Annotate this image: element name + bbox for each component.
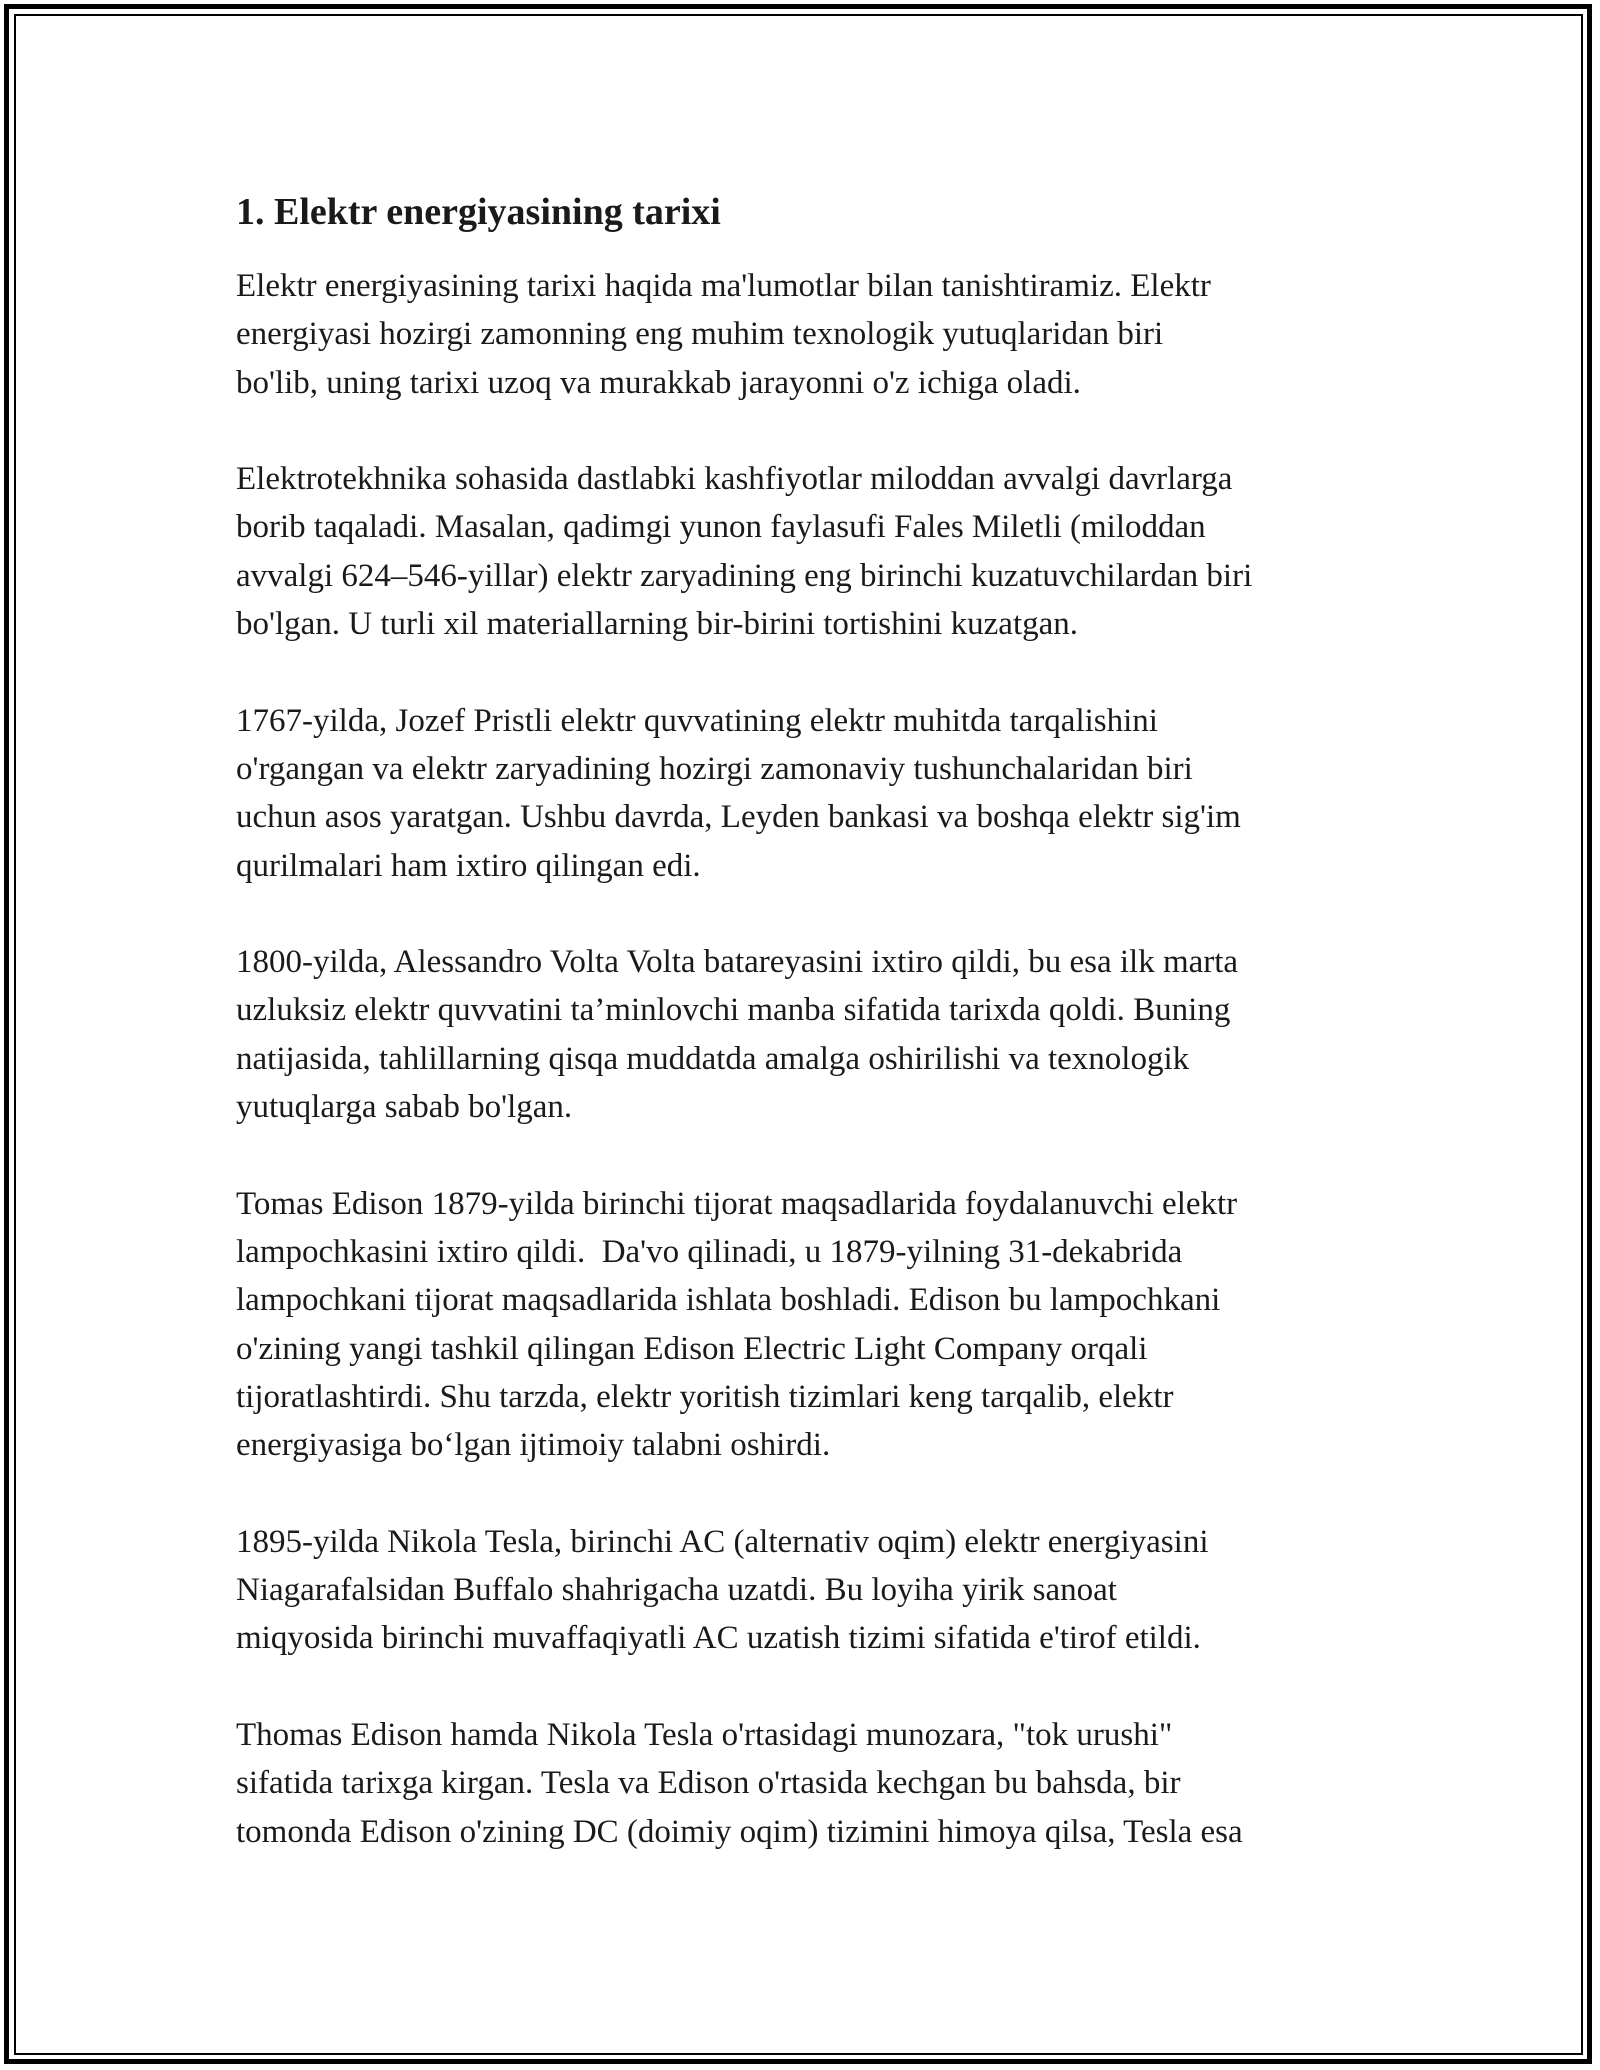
paragraph-edison [236,1180,1376,1470]
text-line: Elektrotekhnika sohasida dastlabki kashfiyotlar miloddan avvalgi davrlarga [236,461,1233,498]
paragraph-tesla [236,1518,1376,1663]
text-line: o'rgangan va elektr zaryadining hozirgi zamonaviy tushunchalaridan biri [236,750,1193,787]
document-body [236,188,1376,1904]
text-line: 1767-yilda, Jozef Pristli elektr quvvatining elektr muhitda tarqalishini [236,702,1158,739]
text-line: 1800-yilda, Alessandro Volta Volta batareyasini ixtiro qildi, bu esa ilk marta [236,944,1239,981]
text-line: lampochkani tijorat maqsadlarida ishlata boshladi. Edison bu lampochkani [236,1282,1221,1319]
paragraph-priestley [236,697,1376,890]
text-line: bo'lgan. U turli xil materiallarning bir-birini tortishini kuzatgan. [236,606,1079,643]
paragraph-intro [236,262,1376,407]
text-line: tomonda Edison o'zining DC (doimiy oqim) tizimini himoya qilsa, Tesla esa [236,1813,1243,1850]
text-line: Thomas Edison hamda Nikola Tesla o'rtasidagi munozara, "tok urushi" [236,1716,1173,1753]
text-line: uchun asos yaratgan. Ushbu davrda, Leyden bankasi va boshqa elektr sig'im [236,799,1241,836]
text-line: energiyasiga bo‘lgan ijtimoiy talabni oshirdi. [236,1427,831,1464]
text-line: natijasida, tahlillarning qisqa muddatda amalga oshirilishi va texnologik [236,1040,1190,1077]
section-heading: 1. Elektr energiyasining tarixi [236,191,721,233]
text-line: Niagarafalsidan Buffalo shahrigacha uzatdi. Bu loyiha yirik sanoat [236,1572,1117,1609]
paragraph-early-discoveries [236,455,1376,648]
paragraph-volta [236,938,1376,1131]
text-line: bo'lib, uning tarixi uzoq va murakkab jarayonni o'z ichiga oladi. [236,364,1081,401]
text-line: Elektr energiyasining tarixi haqida ma'lumotlar bilan tanishtiramiz. Elektr [236,268,1211,304]
text-line: o'zining yangi tashkil qilingan Edison Electric Light Company orqali [236,1330,1148,1367]
text-line: yutuqlarga sabab bo'lgan. [236,1089,573,1126]
text-line: qurilmalari ham ixtiro qilingan edi. [236,847,701,884]
text-line: energiyasi hozirgi zamonning eng muhim texnologik yutuqlaridan biri [236,316,1164,353]
text-line: miqyosida birinchi muvaffaqiyatli AC uzatish tizimi sifatida e'tirof etildi. [236,1620,1201,1657]
text-line: Tomas Edison 1879-yilda birinchi tijorat maqsadlarida foydalanuvchi elektr [236,1185,1238,1222]
text-line: borib taqaladi. Masalan, qadimgi yunon faylasufi Fales Miletli (miloddan [236,509,1206,546]
text-line: tijoratlashtirdi. Shu tarzda, elektr yoritish tizimlari keng tarqalib, elektr [236,1378,1174,1415]
text-line: avvalgi 624–546-yillar) elektr zaryadining eng birinchi kuzatuvchilardan biri [236,557,1253,594]
text-line: uzluksiz elektr quvvatini ta’minlovchi manba sifatida tarixda qoldi. Buning [236,992,1231,1029]
text-line: 1895-yilda Nikola Tesla, birinchi AC (alternativ oqim) elektr energiyasini [236,1523,1209,1560]
text-line: lampochkasini ixtiro qildi. Da'vo qilinadi, u 1879-yilning 31-dekabrida [236,1233,1183,1270]
paragraph-current-war [236,1711,1376,1856]
text-line: sifatida tarixga kirgan. Tesla va Edison o'rtasida kechgan bu bahsda, bir [236,1765,1181,1802]
